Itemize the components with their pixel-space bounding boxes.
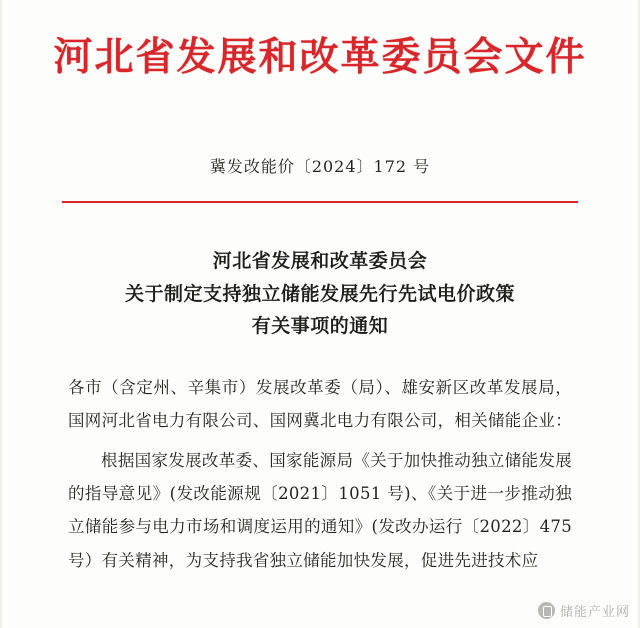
masthead-title: 河北省发展和改革委员会文件 bbox=[53, 34, 587, 80]
document-number: 冀发改能价〔2024〕172 号 bbox=[209, 157, 431, 177]
body-paragraph-1: 根据国家发展改革委、国家能源局《关于加快推动独立储能发展的指导意见》(发改能源规〔2021〕1051 号)、《关于进一步推动独立储能参与电力市场和调度运用的通知》(发改办运行〔2022〕475 号）有关精神，为支持我省独立储能加快发展，促进先进技术应 bbox=[68, 450, 572, 570]
title-line-2: 关于制定支持独立储能发展先行先试电价政策 bbox=[124, 282, 515, 305]
red-divider-rule bbox=[62, 201, 578, 203]
document-body bbox=[0, 371, 640, 577]
watermark bbox=[538, 601, 630, 620]
circle-logo-icon bbox=[538, 602, 555, 619]
body-paragraph-addressee: 各市（含定州、辛集市）发展改革委（局）、雄安新区改革发展局，国网河北省电力有限公司、国网冀北电力有限公司，相关储能企业： bbox=[68, 378, 572, 431]
watermark-label: 储能产业网 bbox=[559, 605, 630, 620]
masthead bbox=[0, 34, 640, 80]
page-edge-left bbox=[0, 0, 3, 628]
title-line-1: 河北省发展和改革委员会 bbox=[212, 250, 428, 273]
document-title bbox=[0, 245, 640, 343]
title-line-3: 有关事项的通知 bbox=[251, 315, 389, 338]
